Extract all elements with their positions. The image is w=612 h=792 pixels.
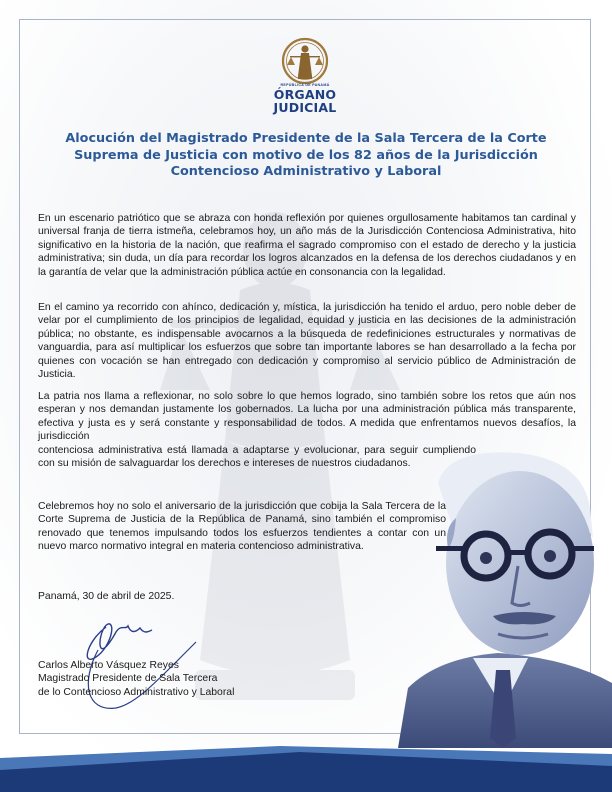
signatory-name: Carlos Alberto Vásquez Reyes xyxy=(38,660,179,671)
logo-word-judicial: JUDICIAL xyxy=(273,100,337,115)
logo-word-organo: ÓRGANO xyxy=(273,87,337,102)
paragraph-3-full-lines: La patria nos llama a reflexionar, no solo sobre lo que hemos logrado, sino también sobre los retos que aún nos esperan y nos demandan justamente los gobernados. La lucha por una administración pública más transparente, efectiva y justa es y será constante y responsabilidad de todos. A medida que enfrentamos nuevos desafíos, la jurisdicción xyxy=(38,391,576,443)
bottom-decorative-band xyxy=(0,732,612,792)
signatory-role-line-2: de lo Contencioso Administrativo y Laboral xyxy=(38,686,235,698)
signatory-role-line-1: Magistrado Presidente de Sala Tercera xyxy=(38,673,218,685)
document-date: Panamá, 30 de abril de 2025. xyxy=(38,591,175,602)
paragraph-3-narrow-lines: contenciosa administrativa está llamada a adaptarse y evolucionar, para seguir cumpliendo con su misión de salvaguardar los derechos e intereses de nuestros ciudadanos. xyxy=(38,444,476,470)
document-title: Alocución del Magistrado Presidente de la Sala Tercera de la Corte Suprema de Justicia con motivo de los 82 años de la Jurisdicción Contencioso Administrativo y Laboral xyxy=(65,131,547,179)
paragraph-4: Celebremos hoy no solo el aniversario de la jurisdicción que cobija la Sala Tercera de la Corte Suprema de Justicia de la República de Panamá, sino también el compromiso renovado que tenemos impulsando todos los esfuerzos tendientes a contar con un nuevo marco normativo integral en materia contencioso administrativa. xyxy=(38,501,446,553)
paragraph-2: En el camino ya recorrido con ahínco, dedicación y, mística, la jurisdicción ha tenido el arduo, pero noble deber de velar por el cumplimiento de los principios de legalidad, equidad y justicia en las decisiones de la administración pública; no obstante, es indispensable avocarnos a la búsqueda de redefiniciones estructurales y normativas de vanguardia, para así multiplicar los esfuerzos que sobre tan importante labores se han desarrollado a la fecha por quienes con vocación se han entregado con dedicación y compromiso al servicio público de Administración de Justicia. xyxy=(38,302,576,381)
signatory-block xyxy=(38,659,234,699)
magistrate-portrait-photo-icon xyxy=(378,448,612,748)
logo-country-text: REPÚBLICA DE PANAMÁ xyxy=(280,83,330,87)
paragraph-1: En un escenario patriótico que se abraza con honda reflexión por quienes orgullosamente habitamos tan cardinal y universal franja de tierra istmeña, celebramos hoy, un año más de la Jurisdicción Contenciosa Administrativa, hito significativo en la historia de la nación, que reafirma el sagrado compromiso con el estado de derecho y la justicia administrativa; sin duda, un día para recordar los logros alcanzados en la defensa de los derechos ciudadanos y en la garantía de velar que la administración pública actúe en consonancia con la legalidad. xyxy=(38,213,576,278)
